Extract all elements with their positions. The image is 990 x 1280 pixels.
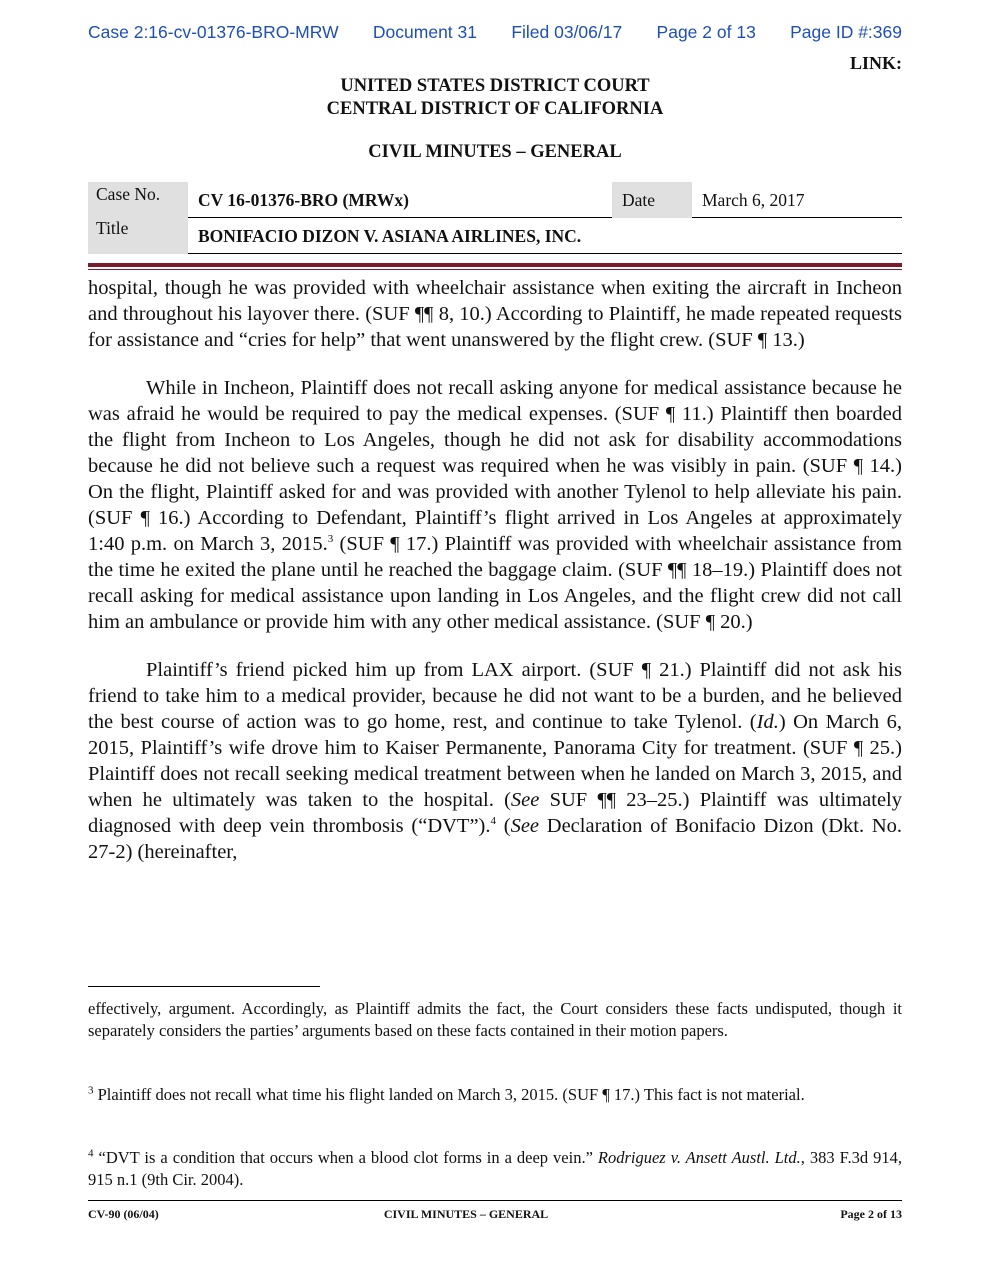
footer-rule — [88, 1200, 902, 1201]
paragraph-2-text-b: (SUF ¶ 17.) Plaintiff was provided with wheelchair assistance from the time he exited the plane until he reached the baggage claim. (SUF ¶¶ 18–19.) Plaintiff does not recall asking for medical assistance upon landing in Los Angeles, and the flight crew did not call him an ambulance or provide him with any other medical assistance. (SUF ¶ 20.) — [88, 533, 902, 633]
paragraph-3-text-c: SUF ¶¶ 23–25.) Plaintiff was ultimately diagnosed with deep vein thrombosis (“DVT”). — [88, 789, 902, 837]
paragraph-3-text-b: ) On March 6, 2015, Plaintiff’s wife drove him to Kaiser Permanente, Panorama City for treatment. (SUF ¶ 25.) Plaintiff does not recall seeking medical treatment between when he landed on March 3, 2015, and when he ultimately was taken to the hospital. ( — [88, 711, 902, 811]
minutes-title: CIVIL MINUTES – GENERAL — [368, 142, 622, 162]
stamp-document: Document 31 — [372, 22, 477, 42]
case-header — [88, 182, 902, 254]
filing-stamp — [88, 22, 902, 43]
date-value: March 6, 2017 — [692, 182, 902, 218]
id-citation: Id. — [756, 711, 779, 733]
see-signal-2: See — [510, 815, 540, 837]
paragraph-3-text-e: Declaration of Bonifacio Dizon (Dkt. No. 27-2) (hereinafter, — [88, 815, 902, 863]
date-label: Date — [612, 182, 692, 218]
see-signal-1: See — [510, 789, 540, 811]
link-label: LINK: — [849, 53, 902, 73]
footnote-4-text-a: “DVT is a condition that occurs when a blood clot forms in a deep vein.” — [93, 1148, 598, 1167]
footnote-ref-4: 4 — [490, 815, 496, 828]
stamp-page-id: Page ID #:369 — [790, 22, 902, 42]
court-line-2: CENTRAL DISTRICT OF CALIFORNIA — [326, 99, 664, 119]
court-line-1: UNITED STATES DISTRICT COURT — [340, 76, 650, 96]
footnote-4 — [88, 1147, 902, 1191]
footnote-3-number: 3 — [88, 1084, 94, 1097]
stamp-page: Page 2 of 13 — [656, 22, 756, 42]
paragraph-3 — [88, 657, 902, 865]
footer-page: Page 2 of 13 — [840, 1207, 902, 1221]
case-no-value: CV 16-01376-BRO (MRWx) — [188, 182, 612, 218]
stamp-case: Case 2:16-cv-01376-BRO-MRW — [88, 22, 339, 42]
footnote-4-case-name: Rodriguez v. Ansett Austl. Ltd. — [597, 1148, 801, 1167]
footnote-3-text: Plaintiff does not recall what time his flight landed on March 3, 2015. (SUF ¶ 17.) This fact is not material. — [93, 1085, 805, 1104]
court-heading — [0, 75, 990, 121]
header-rule-thin — [88, 269, 902, 270]
paragraph-1-text: hospital, though he was provided with wheelchair assistance when exiting the aircraft in Incheon and throughout his layover there. (SUF ¶¶ 8, 10.) According to Plaintiff, he made repeated requests for assistance and “cries for help” that went unanswered by the flight crew. (SUF ¶ 13.) — [88, 277, 902, 351]
paragraph-3-text-a: Plaintiff’s friend picked him up from LAX airport. (SUF ¶ 21.) Plaintiff did not ask his friend to take him to a medical provider, because he did not want to be a burden, and he believed the best course of action was to go home, rest, and continue to take Tylenol. ( — [88, 659, 902, 733]
footnote-ref-3: 3 — [327, 533, 334, 546]
case-no-label: Case No. — [96, 184, 161, 204]
title-label: Title — [96, 218, 129, 238]
paragraph-1 — [88, 275, 902, 353]
paragraph-2-text-a: While in Incheon, Plaintiff does not recall asking anyone for medical assistance because he was afraid he would be required to pay the medical expenses. (SUF ¶ 11.) Plaintiff then boarded the flight from Incheon to Los Angeles, though he did not ask for disability accommodations because he did not believe such a request was required when he was visibly in pain. (SUF ¶ 14.) On the flight, Plaintiff asked for and was provided with another Tylenol to help alleviate his pain. (SUF ¶ 16.) According to Defendant, Plaintiff’s flight arrived in Los Angeles at approximately 1:40 p.m. on March 3, 2015. — [88, 377, 902, 555]
body-text — [88, 275, 902, 887]
paragraph-2 — [88, 375, 902, 635]
stamp-filed: Filed 03/06/17 — [511, 22, 623, 42]
header-rule-thick — [88, 263, 902, 267]
footnote-4-number: 4 — [88, 1147, 94, 1160]
footnote-continuation: effectively, argument. Accordingly, as Plaintiff admits the fact, the Court considers these facts undisputed, though it separately considers the parties’ arguments based on these facts contained in their motion papers. — [88, 999, 902, 1040]
footer-form-number: CV-90 (06/04) — [88, 1207, 159, 1221]
footnote-separator — [88, 986, 320, 987]
footer-title: CIVIL MINUTES – GENERAL — [383, 1207, 549, 1221]
paragraph-3-text-d: ( — [496, 815, 511, 837]
footnote-3 — [88, 1084, 902, 1106]
footnote-4-text-b: , 383 F.3d 914, 915 n.1 (9th Cir. 2004). — [88, 1148, 902, 1189]
title-value: BONIFACIO DIZON V. ASIANA AIRLINES, INC. — [188, 218, 902, 254]
